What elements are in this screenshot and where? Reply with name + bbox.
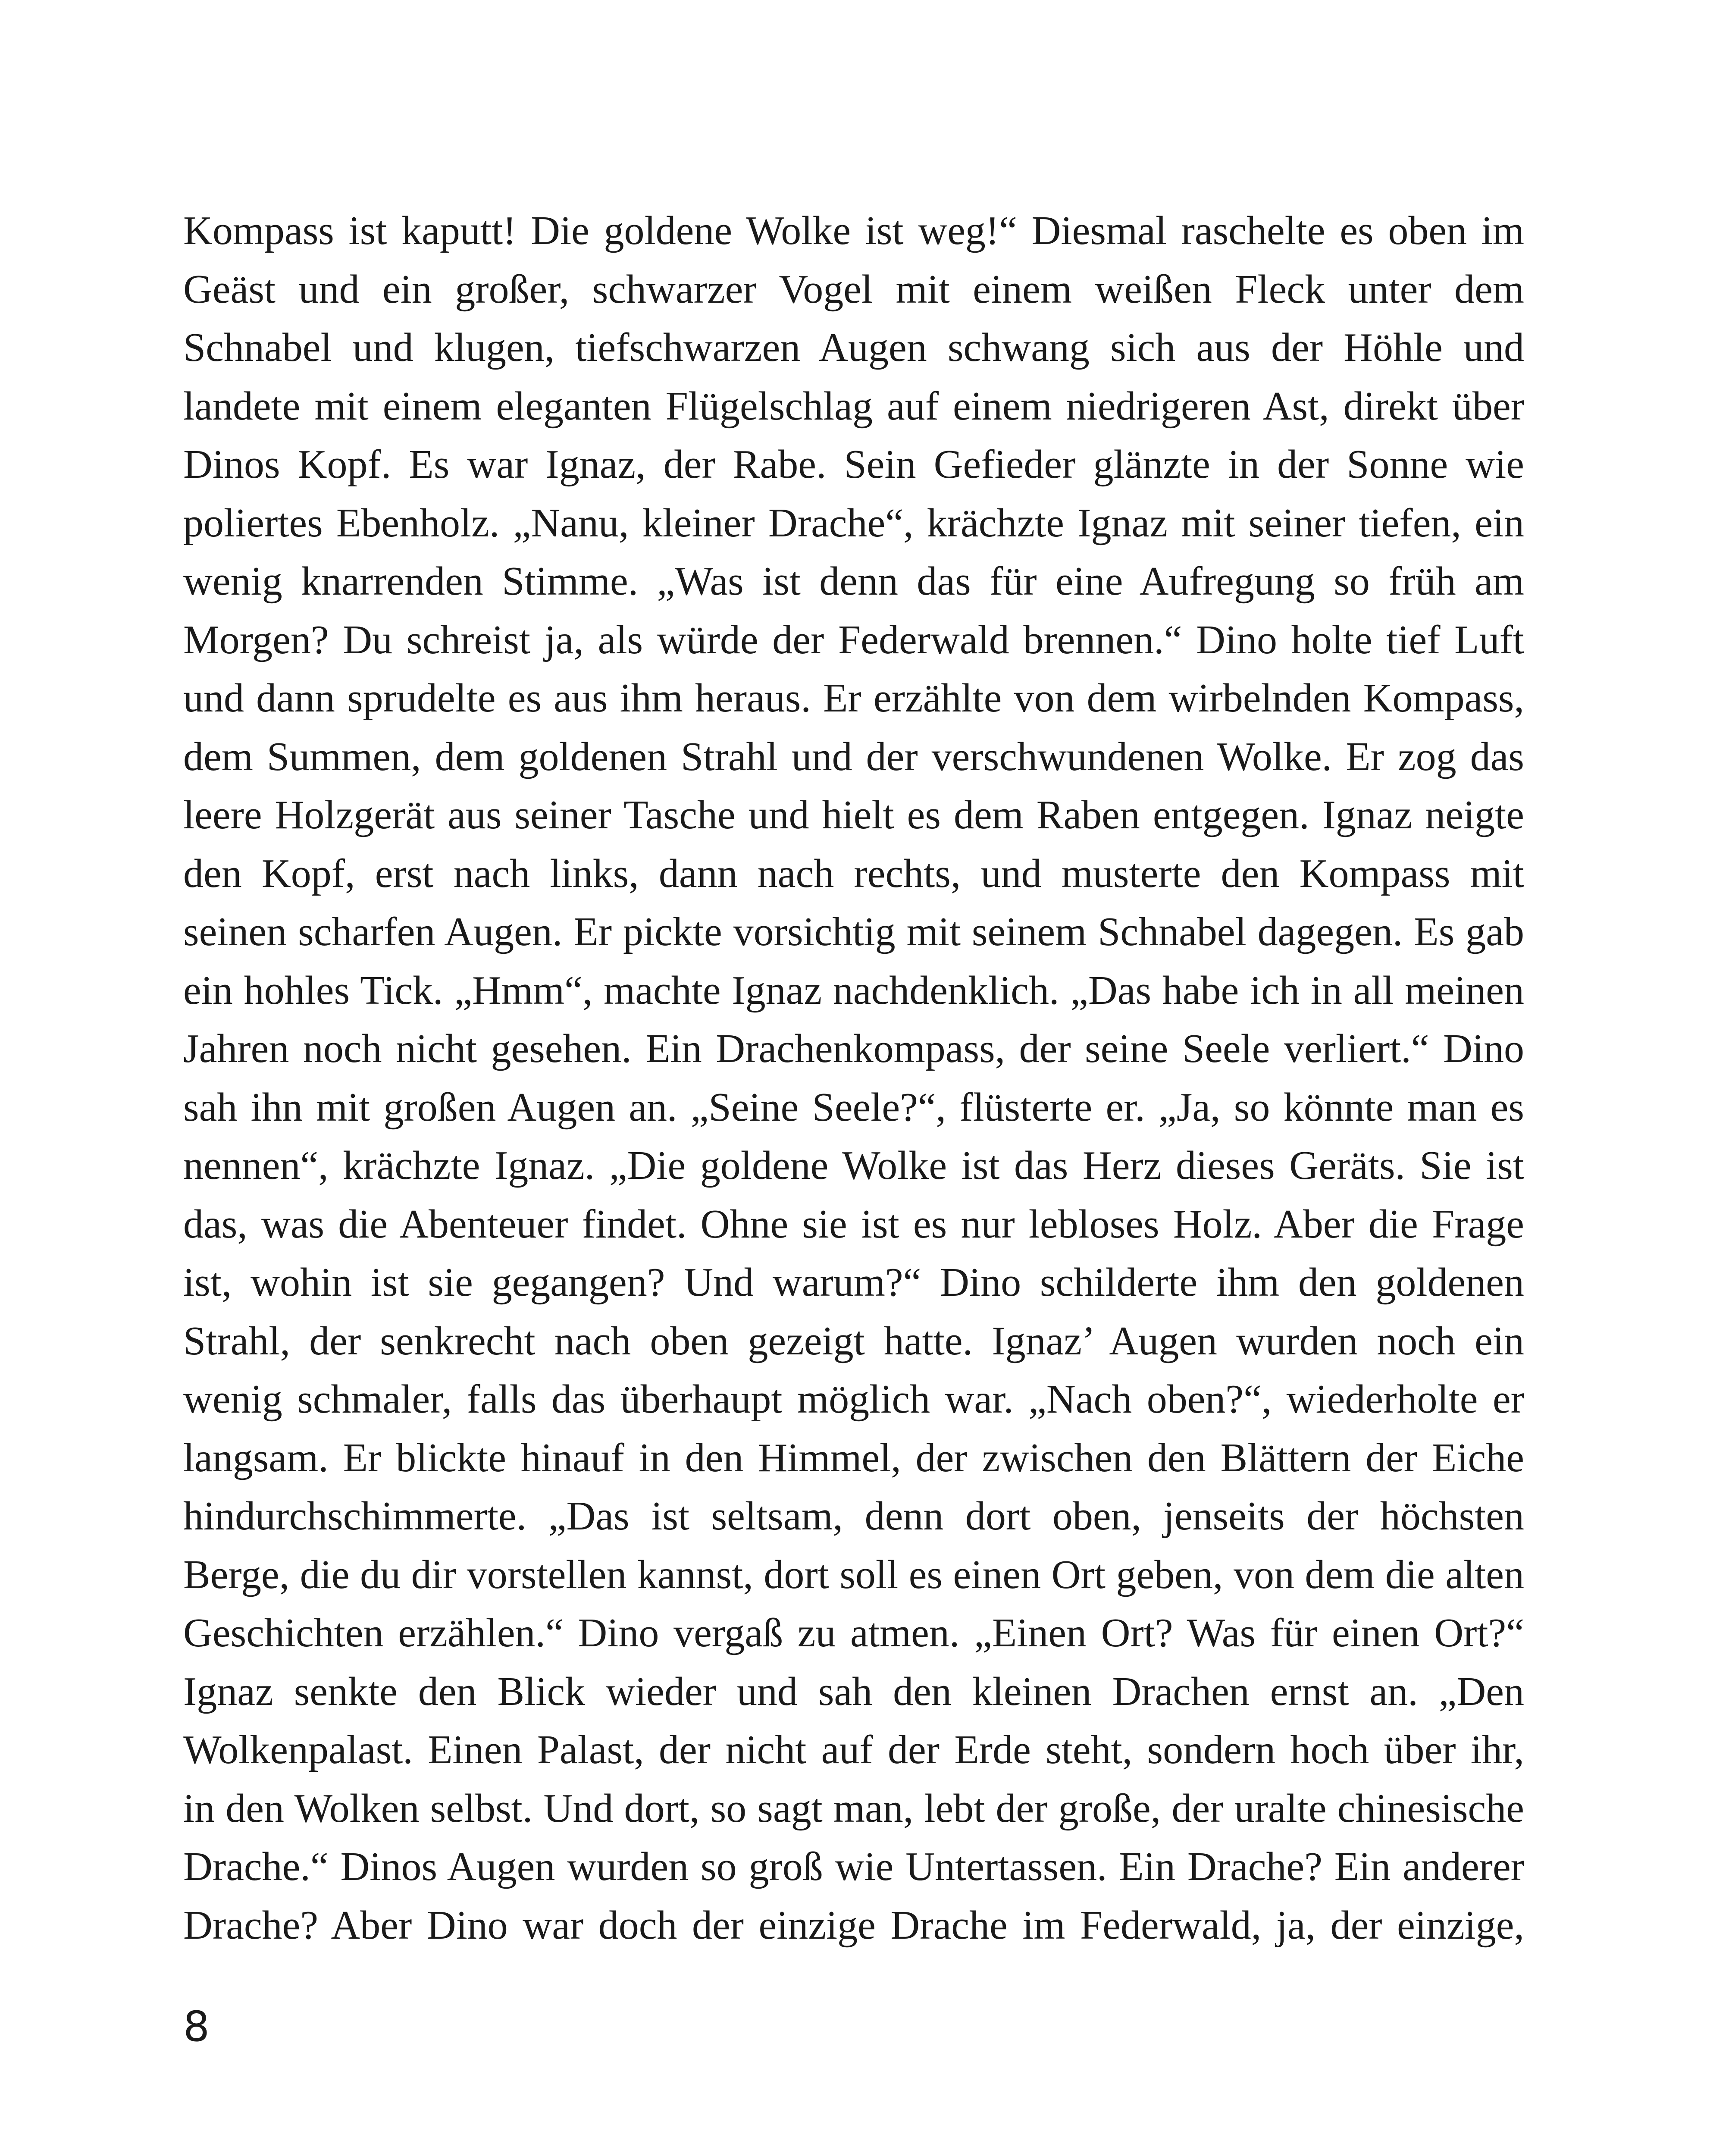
- text-line: leere Holzgerät aus seiner Tasche und hielt es dem Raben entgegen. Ignaz neigte: [183, 793, 1524, 837]
- text-line: ein hohles Tick. „Hmm“, machte Ignaz nachdenklich. „Das habe ich in all meinen: [183, 968, 1524, 1013]
- text-line: sah ihn mit großen Augen an. „Seine Seele?“, flüsterte er. „Ja, so könnte man es: [183, 1084, 1524, 1130]
- text-line: das, was die Abenteuer findet. Ohne sie ist es nur lebloses Holz. Aber die Frage: [183, 1201, 1524, 1247]
- text-line: und dann sprudelte es aus ihm heraus. Er erzählte von dem wirbelnden Kompass,: [183, 676, 1524, 721]
- text-line: in den Wolken selbst. Und dort, so sagt man, lebt der große, der uralte chinesische: [183, 1786, 1524, 1831]
- text-line: dem Summen, dem goldenen Strahl und der verschwundenen Wolke. Er zog das: [183, 734, 1524, 779]
- text-line: landete mit einem eleganten Flügelschlag auf einem niedrigeren Ast, direkt über: [183, 383, 1524, 429]
- text-line: Ignaz senkte den Blick wieder und sah den kleinen Drachen ernst an. „Den: [183, 1669, 1524, 1714]
- text-line: Drache? Aber Dino war doch der einzige Drache im Federwald, ja, der einzige,: [183, 1902, 1524, 1948]
- text-line: den Kopf, erst nach links, dann nach rechts, und musterte den Kompass mit: [183, 851, 1524, 896]
- text-line: poliertes Ebenholz. „Nanu, kleiner Drache“, krächzte Ignaz mit seiner tiefen, ein: [183, 500, 1524, 545]
- text-line: Schnabel und klugen, tiefschwarzen Augen schwang sich aus der Höhle und: [183, 325, 1524, 370]
- text-line: Dinos Kopf. Es war Ignaz, der Rabe. Sein Gefieder glänzte in der Sonne wie: [183, 442, 1524, 487]
- text-line: Geschichten erzählen.“ Dino vergaß zu atmen. „Einen Ort? Was für einen Ort?“: [183, 1611, 1524, 1655]
- page-number: 8: [183, 2002, 210, 2051]
- text-line: seinen scharfen Augen. Er pickte vorsichtig mit seinem Schnabel dagegen. Es gab: [183, 909, 1524, 954]
- text-line: hindurchschimmerte. „Das ist seltsam, denn dort oben, jenseits der höchsten: [183, 1494, 1524, 1539]
- body-text: [183, 202, 1524, 1955]
- text-line: Drache.“ Dinos Augen wurden so groß wie Untertassen. Ein Drache? Ein anderer: [183, 1844, 1524, 1889]
- text-line: nennen“, krächzte Ignaz. „Die goldene Wolke ist das Herz dieses Geräts. Sie ist: [183, 1143, 1524, 1188]
- text-line: Berge, die du dir vorstellen kannst, dort soll es einen Ort geben, von dem die alten: [183, 1552, 1524, 1597]
- text-line: Wolkenpalast. Einen Palast, der nicht auf der Erde steht, sondern hoch über ihr,: [183, 1727, 1524, 1772]
- text-line: Geäst und ein großer, schwarzer Vogel mit einem weißen Fleck unter dem: [183, 266, 1524, 312]
- text-line: Strahl, der senkrecht nach oben gezeigt hatte. Ignaz’ Augen wurden noch ein: [183, 1318, 1524, 1363]
- text-line: langsam. Er blickte hinauf in den Himmel, der zwischen den Blättern der Eiche: [183, 1435, 1524, 1480]
- text-line: Morgen? Du schreist ja, als würde der Federwald brennen.“ Dino holte tief Luft: [183, 617, 1524, 662]
- text-line: Jahren noch nicht gesehen. Ein Drachenkompass, der seine Seele verliert.“ Dino: [183, 1026, 1524, 1071]
- text-line: Kompass ist kaputt! Die goldene Wolke ist weg!“ Diesmal raschelte es oben im: [183, 208, 1524, 253]
- text-line: ist, wohin ist sie gegangen? Und warum?“ Dino schilderte ihm den goldenen: [183, 1260, 1524, 1305]
- text-line: wenig schmaler, falls das überhaupt möglich war. „Nach oben?“, wiederholte er: [183, 1377, 1524, 1422]
- text-line: wenig knarrenden Stimme. „Was ist denn das für eine Aufregung so früh am: [183, 559, 1524, 604]
